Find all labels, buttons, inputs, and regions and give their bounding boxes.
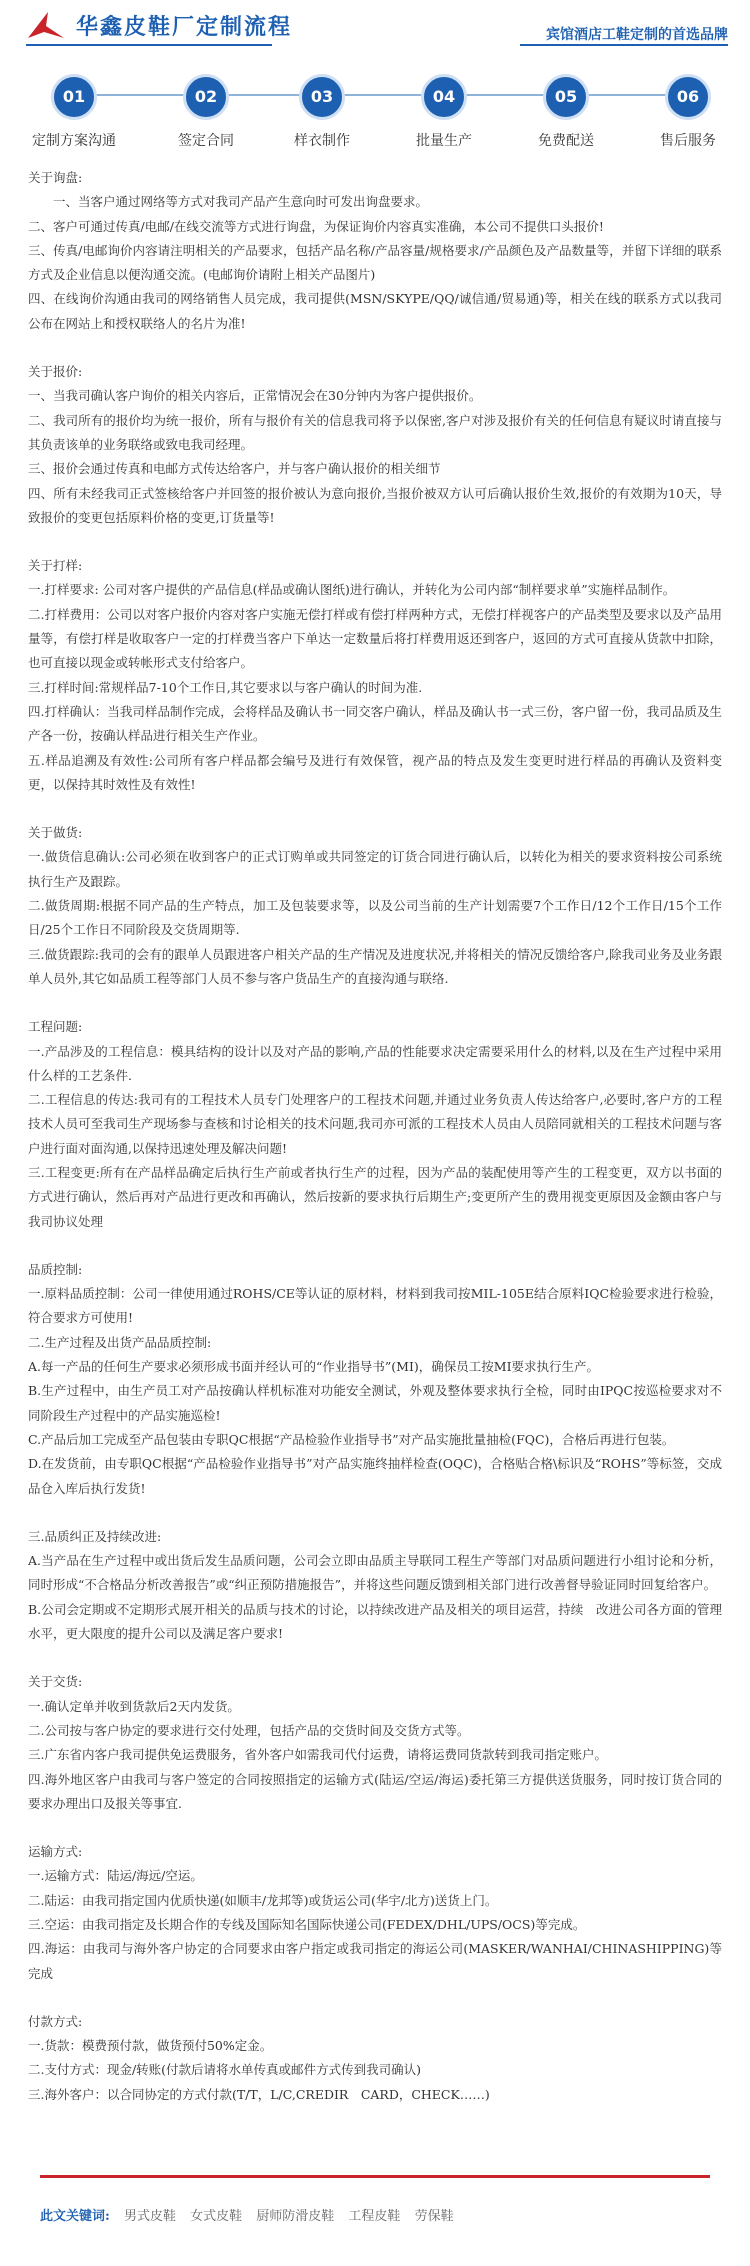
step-5 <box>506 70 626 150</box>
section-quality-control <box>28 1258 722 1501</box>
paragraph: 三.广东省内客户我司提供免运费服务，省外客户如需我司代付运费，请将运费同货款转到我司指定账户。 <box>28 1747 607 1763</box>
section-title: 三.品质纠正及持续改进: <box>28 1528 162 1544</box>
page-header <box>0 0 750 54</box>
paragraph: 三.工程变更:所有在产品样品确定后执行生产前或者执行生产的过程，因为产品的装配使用等产生的工程变更，双方以书面的方式进行确认，然后再对产品进行更改和再确认，然后按新的要求执行后期生产;变更所产生的费用视变更原因及金额由客户与我司协议处理 <box>28 1164 722 1229</box>
paragraph: 二.公司按与客户协定的要求进行交付处理，包括产品的交货时间及交货方式等。 <box>28 1722 470 1738</box>
paragraph: 二.工程信息的传达:我司有的工程技术人员专门处理客户的工程技术问题,并通过业务负责人传达给客户,必要时,客户方的工程技术人员可至我司生产现场参与查核和讨论相关的技术问题,我司亦可派的工程技术人员由人员陪同就相关的工程技术问题与客户进行面对面沟通,以保持迅速处理及解决问题! <box>28 1092 722 1156</box>
keywords-footer <box>40 2205 454 2224</box>
step-number: 01 <box>51 74 97 120</box>
section-sampling <box>28 554 722 797</box>
section-title: 关于交货: <box>28 1674 83 1690</box>
brand-slogan: 宾馆酒店工鞋定制的首选品牌 <box>546 27 728 43</box>
paragraph: 一.原料品质控制：公司一律使用通过ROHS/CE等认证的原材料，材料到我司按MIL-105E结合原料IQC检验要求进行检验，符合要求方可使用! <box>28 1286 722 1326</box>
paragraph: 二.支付方式：现金/转账(付款后请将水单传真或邮件方式传到我司确认) <box>28 2062 421 2078</box>
keyword-link[interactable]: 工程皮鞋 <box>348 2209 401 2224</box>
paragraph: 一、当客户通过网络等方式对我司产品产生意向时可发出询盘要求。 <box>53 194 429 210</box>
paragraph: 三.打样时间:常规样品7-10个工作日,其它要求以与客户确认的时间为准. <box>28 679 423 695</box>
step-6 <box>628 70 748 150</box>
section-title: 关于做货: <box>28 825 83 841</box>
keyword-link[interactable]: 劳保鞋 <box>414 2209 454 2224</box>
step-4 <box>384 70 504 150</box>
section-title: 工程问题: <box>28 1019 83 1035</box>
step-label: 免费配送 <box>538 133 594 149</box>
paragraph: C.产品后加工完成至产品包装由专职QC根据“产品检验作业指导书”对产品实施批量抽检(FQC)，合格后再进行包装。 <box>28 1431 675 1447</box>
paragraph: A.每一产品的任何生产要求必须形成书面并经认可的“作业指导书”(MI)，确保员工按MI要求执行生产。 <box>28 1359 600 1375</box>
paragraph: 五.样品追溯及有效性:公司所有客户样品都会编号及进行有效保管，视产品的特点及发生变更时进行样品的再确认及资料变更，以保持其时效性及有效性! <box>28 752 722 792</box>
step-number: 04 <box>421 74 467 120</box>
paragraph: 二.做货周期:根据不同产品的生产特点，加工及包装要求等，以及公司当前的生产计划需要7个工作日/12个工作日/15个工作日/25个工作日不同阶段及交货周期等. <box>28 898 722 938</box>
paragraph: D.在发货前，由专职QC根据“产品检验作业指导书”对产品实施终抽样检查(OQC)，合格贴合格\标识及“ROHS”等标签，交成品仓入库后执行发货! <box>28 1456 722 1496</box>
step-3 <box>262 70 382 150</box>
paragraph: 三、报价会通过传真和电邮方式传达给客户，并与客户确认报价的相关细节 <box>28 461 441 477</box>
step-number: 03 <box>299 74 345 120</box>
paragraph: 四.海运：由我司与海外客户协定的合同要求由客户指定或我司指定的海运公司(MASKER/WANHAI/CHINASHIPPING)等完成 <box>28 1941 722 1981</box>
step-2 <box>146 70 266 150</box>
paragraph: B.生产过程中，由生产员工对产品按确认样机标准对功能安全测试，外观及整体要求执行全检，同时由IPQC按巡检要求对不同阶段生产过程中的产品实施巡检! <box>28 1383 722 1423</box>
paragraph: 三.海外客户：以合同协定的方式付款(T/T，L/C,CREDIR CARD，CHECK……) <box>28 2086 490 2102</box>
section-quality-improvement <box>28 1525 722 1646</box>
section-title: 关于询盘: <box>28 170 83 185</box>
keyword-link[interactable]: 男式皮鞋 <box>123 2209 176 2224</box>
section-production <box>28 821 722 991</box>
paragraph: 四、在线询价沟通由我司的网络销售人员完成，我司提供(MSN/SKYPE/QQ/诚信通/贸易通)等，相关在线的联系方式以我司公布在网站上和授权联络人的名片为准! <box>28 291 722 331</box>
paragraph: 二.生产过程及出货产品品质控制: <box>28 1334 212 1350</box>
paragraph: 二.打样费用：公司以对客户报价内容对客户实施无偿打样或有偿打样两种方式，无偿打样视客户的产品类型及要求以及产品用量等，有偿打样是收取客户一定的打样费当客户下单达一定数量后将打样费用返还到客户，返回的方式可直接从货款中扣除，也可直接以现金或转帐形式支付给客户。 <box>28 606 722 671</box>
section-delivery <box>28 1670 722 1816</box>
keyword-link[interactable]: 厨师防滑皮鞋 <box>256 2209 335 2224</box>
footer-divider <box>40 2175 710 2178</box>
section-title: 关于打样: <box>28 558 83 574</box>
policy-content <box>28 166 722 2131</box>
slogan-underline <box>520 44 728 46</box>
section-payment <box>28 2010 722 2107</box>
brand-underline <box>26 44 272 46</box>
paragraph: 二、我司所有的报价均为统一报价，所有与报价有关的信息我司将予以保密,客户对涉及报价有关的任何信息有疑议时请直接与其负责该单的业务联络或致电我司经理。 <box>28 412 722 452</box>
paragraph: 二、客户可通过传真/电邮/在线交流等方式进行询盘，为保证询价内容真实准确，本公司不提供口头报价! <box>28 218 604 234</box>
keywords-label: 此文关键词: <box>40 2209 110 2224</box>
paragraph: 一.货款：模费预付款，做货预付50%定金。 <box>28 2038 273 2054</box>
paragraph: 一.确认定单并收到货款后2天内发货。 <box>28 1698 240 1714</box>
paragraph: 四.海外地区客户由我司与客户签定的合同按照指定的运输方式(陆运/空运/海运)委托第三方提供送货服务，同时按订货合同的要求办理出口及报关等事宜. <box>28 1771 722 1811</box>
paragraph: 一、当我司确认客户询价的相关内容后，正常情况会在30分钟内为客户提供报价。 <box>28 388 482 404</box>
paragraph: A.当产品在生产过程中或出货后发生品质问题，公司会立即由品质主导联同工程生产等部门对品质问题进行小组讨论和分析，同时形成“不合格品分析改善报告”或“纠正预防措施报告”，并将这些问题反馈到相关部门进行改善督导验证同时回复给客户。 <box>28 1553 722 1593</box>
process-steps <box>0 70 750 150</box>
keyword-link[interactable]: 女式皮鞋 <box>190 2209 243 2224</box>
paragraph: 一.产品涉及的工程信息：模具结构的设计以及对产品的影响,产品的性能要求决定需要采用什么的材料,以及在生产过程中采用什么样的工艺条件. <box>28 1043 722 1083</box>
section-title: 品质控制: <box>28 1261 83 1277</box>
paragraph: 三、传真/电邮询价内容请注明相关的产品要求，包括产品名称/产品容量/规格要求/产品颜色及产品数量等，并留下详细的联系方式及企业信息以便沟通交流。(电邮询价请附上相关产品图片) <box>28 242 722 283</box>
step-label: 售后服务 <box>660 133 716 149</box>
paragraph: B.公司会定期或不定期形式展开相关的品质与技术的讨论，以持续改进产品及相关的项目运营，持续 改进公司各方面的管理水平，更大限度的提升公司以及满足客户要求! <box>28 1601 722 1642</box>
paragraph: 二.陆运：由我司指定国内优质快递(如顺丰/龙邦等)或货运公司(华宇/北方)送货上门。 <box>28 1892 498 1908</box>
paragraph: 一.做货信息确认:公司必须在收到客户的正式订购单或共同签定的订货合同进行确认后，以转化为相关的要求资料按公司系统执行生产及跟踪。 <box>28 849 722 889</box>
section-title: 付款方式: <box>28 2013 83 2029</box>
section-title: 关于报价: <box>28 364 83 380</box>
section-title: 运输方式: <box>28 1844 83 1860</box>
section-quotation <box>28 360 722 530</box>
step-label: 签定合同 <box>178 133 234 149</box>
paragraph: 一.运输方式：陆运/海远/空运。 <box>28 1868 203 1884</box>
step-1 <box>14 70 134 150</box>
step-number: 05 <box>543 74 589 120</box>
paragraph: 一.打样要求: 公司对客户提供的产品信息(样品或确认图纸)进行确认，并转化为公司内部“制样要求单”实施样品制作。 <box>28 582 676 598</box>
red-swoosh-logo-icon <box>26 8 66 44</box>
section-engineering <box>28 1015 722 1234</box>
brand-title: 华鑫皮鞋厂定制流程 <box>76 15 293 40</box>
section-shipping <box>28 1840 722 1986</box>
paragraph: 三.做货跟踪:我司的会有的跟单人员跟进客户相关产品的生产情况及进度状况,并将相关的情况反馈给客户,除我司业务及业务跟单人员外,其它如品质工程等部门人员不参与客户货品生产的直接沟通与联络. <box>28 946 722 986</box>
step-number: 02 <box>183 74 229 120</box>
step-label: 样衣制作 <box>294 133 350 149</box>
section-inquiry <box>28 166 722 336</box>
paragraph: 四.打样确认：当我司样品制作完成，会将样品及确认书一同交客户确认，样品及确认书一式三份，客户留一份，我司品质及生产各一份，按确认样品进行相关生产作业。 <box>28 703 722 744</box>
step-label: 批量生产 <box>416 133 472 149</box>
paragraph: 三.空运：由我司指定及长期合作的专线及国际知名国际快递公司(FEDEX/DHL/UPS/OCS)等完成。 <box>28 1917 586 1932</box>
paragraph: 四、所有未经我司正式签核给客户并回签的报价被认为意向报价,当报价被双方认可后确认报价生效,报价的有效期为10天，导致报价的变更包括原料价格的变更,订货量等! <box>28 485 722 525</box>
step-label: 定制方案沟通 <box>32 133 116 149</box>
step-number: 06 <box>665 74 711 120</box>
